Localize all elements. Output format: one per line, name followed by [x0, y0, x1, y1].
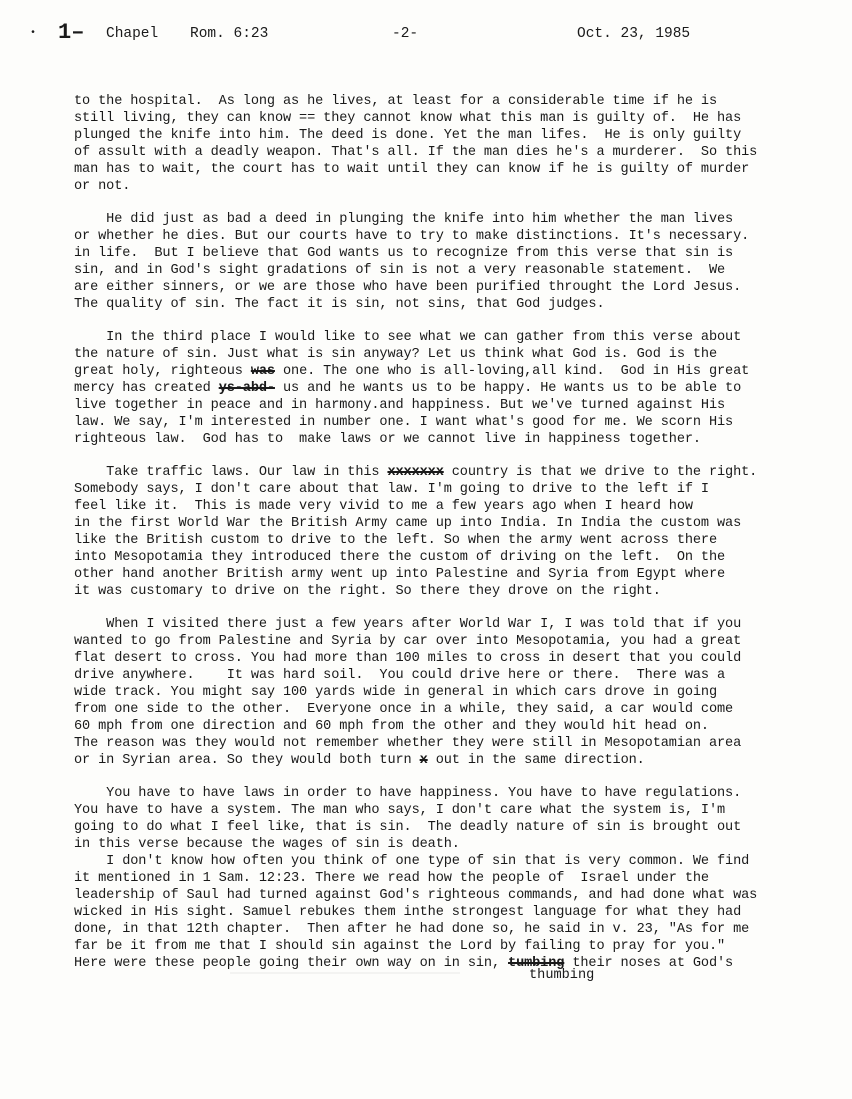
- text-line: [74, 904, 794, 921]
- header-chapel: Chapel: [106, 26, 159, 42]
- text-line: [74, 329, 794, 346]
- line-text: live together in peace and in harmony.and happiness. But we've turned against His: [74, 398, 726, 413]
- handwritten-insertion: thumbing: [529, 968, 595, 983]
- faint-bleedthrough: [230, 972, 460, 974]
- line-text: great holy, righteous: [74, 364, 251, 379]
- text-line: [74, 363, 794, 380]
- text-line: [74, 667, 794, 684]
- line-text: mercy has created: [74, 381, 219, 396]
- line-text: drive anywhere. It was hard soil. You could drive here or there. There was a: [74, 668, 726, 683]
- text-line: [74, 785, 794, 802]
- text-line: [74, 414, 794, 431]
- text-line: still living, they can know == they cannot know what this man is guilty of. He has: [74, 111, 742, 126]
- line-text: wanted to go from Palestine and Syria by car over into Mesopotamia, you had a great: [74, 634, 742, 649]
- text-line: The quality of sin. The fact it is sin, not sins, that God judges.: [74, 297, 605, 312]
- text-line: sin, and in God's sight gradations of sin is not a very reasonable statement. We: [74, 263, 726, 278]
- paragraph: [74, 785, 794, 972]
- line-text: like the British custom to drive to the left. So when the army went across there: [74, 533, 718, 548]
- text-line: [74, 464, 794, 481]
- text-line: [74, 718, 794, 735]
- text-line: [74, 566, 794, 583]
- paragraph: [74, 93, 794, 195]
- text-line: [74, 633, 794, 650]
- header-page-number: -2-: [392, 26, 419, 42]
- line-text: into Mesopotamia they introduced there the custom of driving on the left. On the: [74, 550, 726, 565]
- text-line: to the hospital. As long as he lives, at least for a considerable time if he is: [74, 94, 718, 109]
- line-text: 60 mph from one direction and 60 mph from the other and they would hit head on.: [74, 719, 709, 734]
- line-text: Somebody says, I don't care about that law. I'm going to drive to the left if I: [74, 482, 709, 497]
- paragraph: [74, 616, 794, 769]
- line-text: flat desert to cross. You had more than 100 miles to cross in desert that you could: [74, 651, 742, 666]
- text-line: [74, 431, 794, 448]
- line-text: You have to have laws in order to have happiness. You have to have regulations.: [74, 786, 742, 801]
- header-scripture-reference: Rom. 6:23: [190, 26, 269, 42]
- handwritten-page-mark: 1–: [58, 20, 85, 45]
- struck-out-text: x: [419, 753, 428, 768]
- line-text: righteous law. God has to make laws or we cannot live in happiness together.: [74, 432, 701, 447]
- text-line: [74, 684, 794, 701]
- line-text: done, in that 12th chapter. Then after he had done so, he said in v. 23, "As for me: [74, 922, 750, 937]
- text-line: [74, 819, 794, 836]
- line-text: in this verse because the wages of sin is death.: [74, 837, 460, 852]
- text-line: [74, 870, 794, 887]
- text-line: [74, 397, 794, 414]
- sermon-body: [74, 93, 794, 972]
- text-line: [74, 938, 794, 955]
- line-text: feel like it. This is made very vivid to me a few years ago when I heard how: [74, 499, 693, 514]
- text-line: are either sinners, or we are those who have been purified throught the Lord Jesus.: [74, 280, 742, 295]
- text-line: [74, 701, 794, 718]
- text-line: [74, 583, 794, 600]
- text-line: [74, 481, 794, 498]
- line-text: wide track. You might say 100 yards wide in general in which cars drove in going: [74, 685, 718, 700]
- text-line: plunged the knife into him. The deed is done. Yet the man lifes. He is only guilty: [74, 128, 742, 143]
- line-text: from one side to the other. Everyone once in a while, they said, a car would come: [74, 702, 734, 717]
- text-line: [74, 735, 794, 752]
- line-text: I don't know how often you think of one type of sin that is very common. We find: [74, 854, 750, 869]
- text-line: [74, 921, 794, 938]
- line-text: or in Syrian area. So they would both turn: [74, 753, 420, 768]
- line-text: going to do what I feel like, that is sin. The deadly nature of sin is brought out: [74, 820, 742, 835]
- line-text: The reason was they would not remember whether they were still in Mesopotamian area: [74, 736, 742, 751]
- text-line: man has to wait, the court has to wait until they can know if he is guilty of murder: [74, 162, 750, 177]
- line-text: one. The one who is all-loving,all kind. God in His great: [274, 364, 750, 379]
- text-line: [74, 616, 794, 633]
- paragraph: [74, 464, 794, 600]
- text-line: [74, 836, 794, 853]
- line-text: the nature of sin. Just what is sin anyway? Let us think what God is. God is the: [74, 347, 718, 362]
- line-text: it was customary to drive on the right. So there they drove on the right.: [74, 584, 661, 599]
- margin-bullet: •: [30, 28, 37, 39]
- struck-out-text: was: [250, 364, 275, 379]
- struck-out-text: xxxxxxx: [387, 465, 444, 480]
- line-text: it mentioned in 1 Sam. 12:23. There we read how the people of Israel under the: [74, 871, 709, 886]
- line-text: law. We say, I'm interested in number one. I want what's good for me. We scorn His: [74, 415, 734, 430]
- line-text: When I visited there just a few years after World War I, I was told that if you: [74, 617, 742, 632]
- text-line: [74, 650, 794, 667]
- line-text: country is that we drive to the right.: [443, 465, 758, 480]
- line-text: us and he wants us to be happy. He wants us to be able to: [274, 381, 742, 396]
- text-line: [74, 515, 794, 532]
- struck-out-text: tumbing: [508, 956, 565, 971]
- line-text: Here were these people going their own way on in sin,: [74, 956, 509, 971]
- text-line: [74, 549, 794, 566]
- line-text: You have to have a system. The man who says, I don't care what the system is, I'm: [74, 803, 726, 818]
- line-text: In the third place I would like to see what we can gather from this verse about: [74, 330, 742, 345]
- text-line: He did just as bad a deed in plunging the knife into him whether the man lives: [74, 212, 734, 227]
- text-line: [74, 955, 794, 972]
- struck-out-text: ys-abd-: [218, 381, 275, 396]
- text-line: [74, 380, 794, 397]
- text-line: [74, 752, 794, 769]
- text-line: [74, 887, 794, 904]
- text-line: [74, 802, 794, 819]
- text-line: [74, 498, 794, 515]
- line-text: far be it from me that I should sin against the Lord by failing to pray for you.": [74, 939, 726, 954]
- header-date: Oct. 23, 1985: [577, 26, 691, 42]
- text-line: [74, 853, 794, 870]
- text-line: or whether he dies. But our courts have to try to make distinctions. It's necessary.: [74, 229, 750, 244]
- text-line: [74, 346, 794, 363]
- line-text: their noses at God's: [564, 956, 734, 971]
- text-line: of assult with a deadly weapon. That's all. If the man dies he's a murderer. So this: [74, 145, 758, 160]
- line-text: in the first World War the British Army came up into India. In India the custom was: [74, 516, 742, 531]
- paragraph: [74, 211, 794, 313]
- line-text: Take traffic laws. Our law in this: [74, 465, 388, 480]
- text-line: [74, 532, 794, 549]
- line-text: wicked in His sight. Samuel rebukes them inthe strongest language for what they had: [74, 905, 742, 920]
- text-line: in life. But I believe that God wants us to recognize from this verse that sin is: [74, 246, 734, 261]
- text-line: or not.: [74, 179, 131, 194]
- paragraph: [74, 329, 794, 448]
- line-text: other hand another British army went up into Palestine and Syria from Egypt where: [74, 567, 726, 582]
- line-text: out in the same direction.: [427, 753, 645, 768]
- line-text: leadership of Saul had turned against God's righteous commands, and had done what was: [74, 888, 758, 903]
